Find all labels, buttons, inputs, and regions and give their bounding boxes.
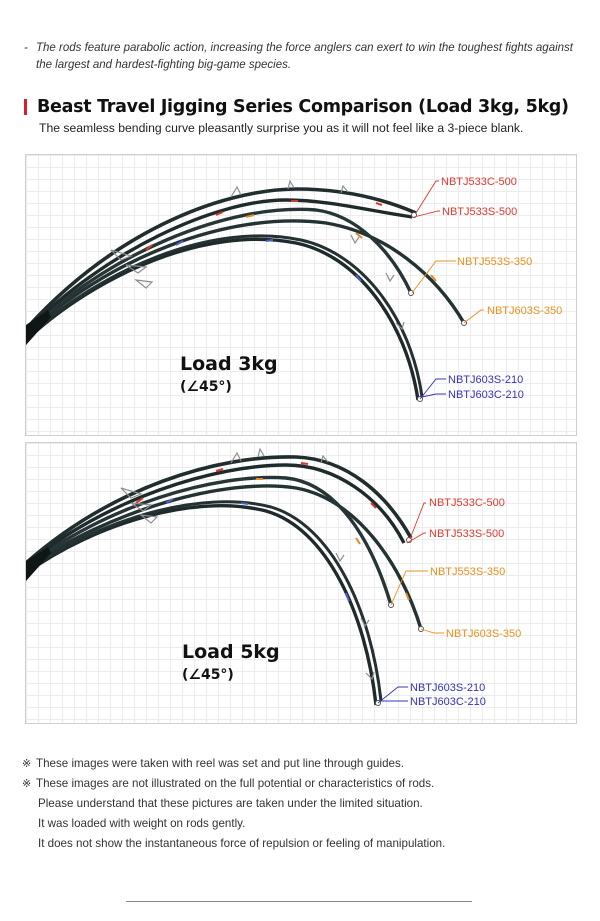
rod-nbtj603c-210 <box>26 239 418 400</box>
disclaimer-notes <box>22 754 582 854</box>
intro-dash: - <box>24 42 28 54</box>
rod-label: NBTJ553S-350 <box>430 566 506 578</box>
rod-tips <box>376 538 424 706</box>
rod-label: NBTJ533C-500 <box>441 176 517 188</box>
intro-text <box>24 40 584 74</box>
section-title: Beast Travel Jigging Series Comparison (Load 3kg, 5kg) <box>37 97 569 117</box>
rod-label: NBTJ603C-210 <box>448 389 524 401</box>
reference-mark-icon: ※ <box>22 758 32 770</box>
section-accent-bar <box>24 99 27 115</box>
note-item <box>22 754 582 774</box>
rod-label: NBTJ603S-350 <box>487 305 563 317</box>
rod-label: NBTJ533C-500 <box>429 497 505 509</box>
load-angle: (∠45°) <box>182 667 234 683</box>
note-text: Please understand that these pictures are taken under the limited situation. <box>38 797 423 810</box>
rod-label: NBTJ603C-210 <box>410 696 486 708</box>
rod-label: NBTJ553S-350 <box>457 256 533 268</box>
rod-labels <box>410 497 521 708</box>
rod-label: NBTJ603S-210 <box>410 682 486 694</box>
note-text: It was loaded with weight on rods gently. <box>38 817 246 830</box>
rod-label: NBTJ533S-500 <box>429 528 505 540</box>
rod-bend-photo-5kg <box>26 443 576 723</box>
rod-label: NBTJ603S-210 <box>448 374 524 386</box>
reference-mark-icon: ※ <box>22 778 32 790</box>
note-item <box>22 774 582 794</box>
load-3kg-panel <box>25 154 577 436</box>
note-text: It does not show the instantaneous force of repulsion or feeling of manipulation. <box>38 837 446 850</box>
footer-divider <box>126 901 472 902</box>
load-label: Load 5kg <box>182 641 280 663</box>
note-text: These images are not illustrated on the full potential or characteristics of rods. <box>36 777 435 790</box>
section-subtitle: The seamless bending curve pleasantly surprise you as it will not feel like a 3-piece blank. <box>39 121 524 135</box>
load-label: Load 3kg <box>180 353 278 375</box>
rod-labels <box>441 176 562 401</box>
rod-nbtj603s-350 <box>26 486 421 629</box>
rod-bend-photo-3kg <box>26 155 576 435</box>
rod-label: NBTJ533S-500 <box>442 206 518 218</box>
rod-label: NBTJ603S-350 <box>446 628 522 640</box>
section-heading <box>24 97 569 117</box>
load-5kg-panel <box>25 442 577 724</box>
load-angle: (∠45°) <box>180 379 232 395</box>
intro-paragraph: The rods feature parabolic action, increasing the force anglers can exert to win the toughest fights against the largest and hardest-fighting big-game species. <box>36 42 573 71</box>
note-text: These images were taken with reel was set and put line through guides. <box>36 757 404 770</box>
